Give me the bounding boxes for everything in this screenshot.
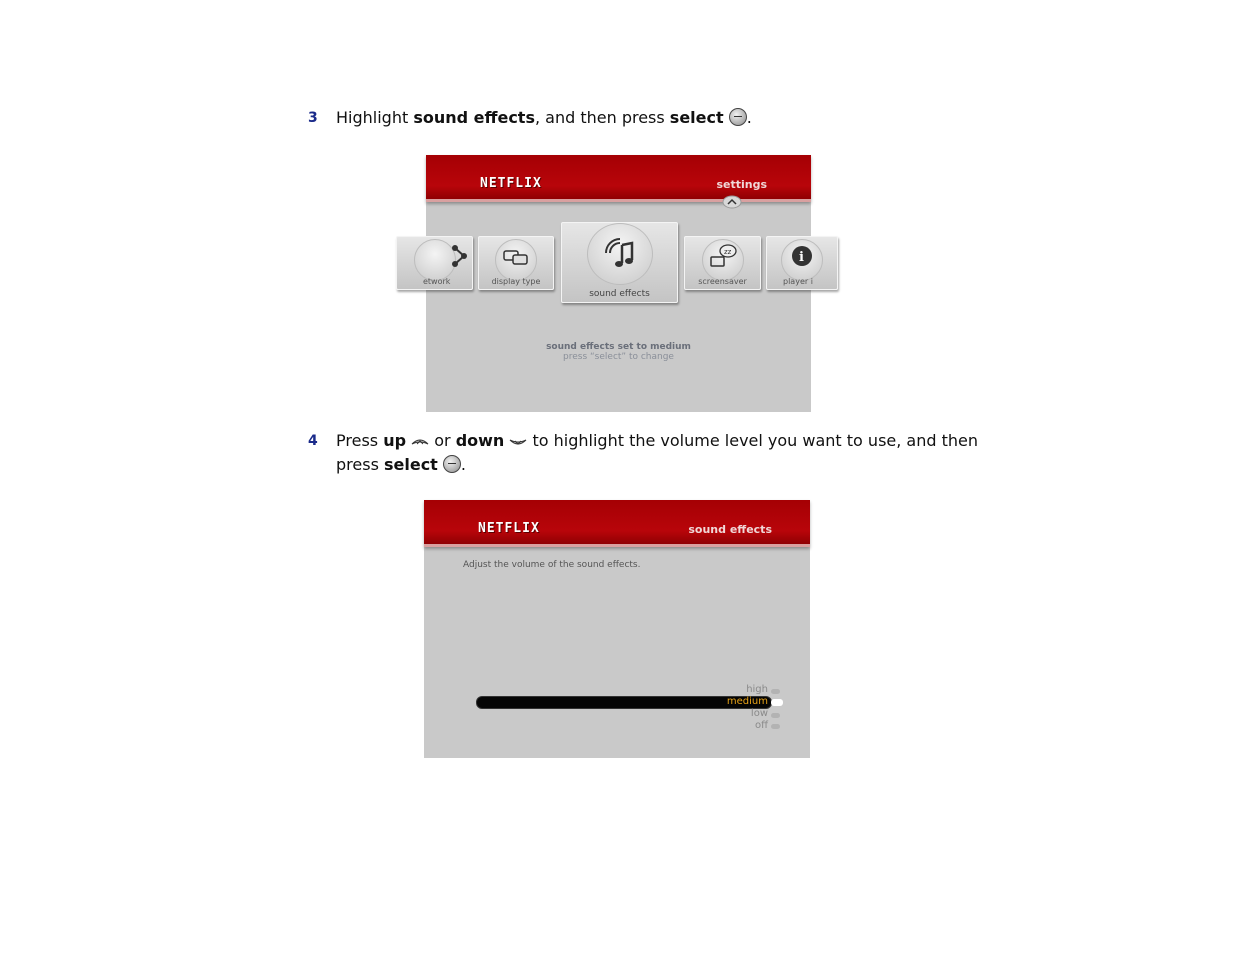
- status-line-2: press “select” to change: [563, 352, 674, 362]
- tile-label: etwork: [423, 277, 451, 286]
- tile-label: sound effects: [589, 289, 650, 299]
- music-note-icon: [600, 233, 640, 273]
- volume-option-off[interactable]: off: [754, 720, 768, 731]
- volume-option-high[interactable]: high: [746, 684, 768, 695]
- display-icon: [502, 249, 530, 265]
- tile-screensaver[interactable]: [684, 236, 761, 290]
- volume-option-medium[interactable]: medium: [726, 696, 768, 707]
- up-arrow-icon: [722, 195, 742, 209]
- volume-option-low[interactable]: low: [750, 708, 768, 719]
- netflix-logo: NETFLIX: [478, 521, 540, 536]
- svg-text:i: i: [799, 250, 804, 265]
- tile-label: player i: [783, 277, 813, 286]
- sound-effects-screen: [424, 500, 810, 758]
- step-number: 4: [308, 433, 318, 449]
- screen-title: sound effects: [688, 523, 772, 536]
- volume-indicator-off: [771, 724, 780, 729]
- svg-text:zz: zz: [723, 248, 731, 256]
- volume-indicator-low: [771, 713, 780, 718]
- tile-sound-effects[interactable]: [561, 222, 678, 303]
- settings-screen: [423, 155, 813, 412]
- info-icon: [791, 245, 813, 267]
- down-button-icon: [509, 437, 527, 447]
- share-icon: [450, 245, 468, 267]
- tile-network[interactable]: [396, 236, 473, 290]
- volume-indicator-medium: [771, 699, 783, 706]
- tile-player-info[interactable]: [766, 236, 838, 290]
- select-button-icon: [729, 108, 747, 126]
- tile-label: display type: [491, 277, 541, 286]
- screen-title: settings: [716, 178, 767, 191]
- status-line-1: sound effects set to medium: [546, 342, 691, 352]
- screensaver-icon: [708, 243, 738, 269]
- step-number: 3: [308, 110, 318, 126]
- netflix-logo: NETFLIX: [480, 176, 542, 191]
- step-text: Press up or down to highlight the volume level you want to use, and then press select .: [336, 431, 979, 474]
- volume-indicator-high: [771, 689, 780, 694]
- tile-label: screensaver: [698, 277, 747, 286]
- up-button-icon: [411, 437, 429, 447]
- tile-display-type[interactable]: [478, 236, 554, 290]
- select-button-icon: [443, 455, 461, 473]
- step-text: Highlight sound effects, and then press select .: [336, 108, 752, 127]
- status-text: [426, 342, 811, 362]
- instruction-text: Adjust the volume of the sound effects.: [463, 560, 641, 570]
